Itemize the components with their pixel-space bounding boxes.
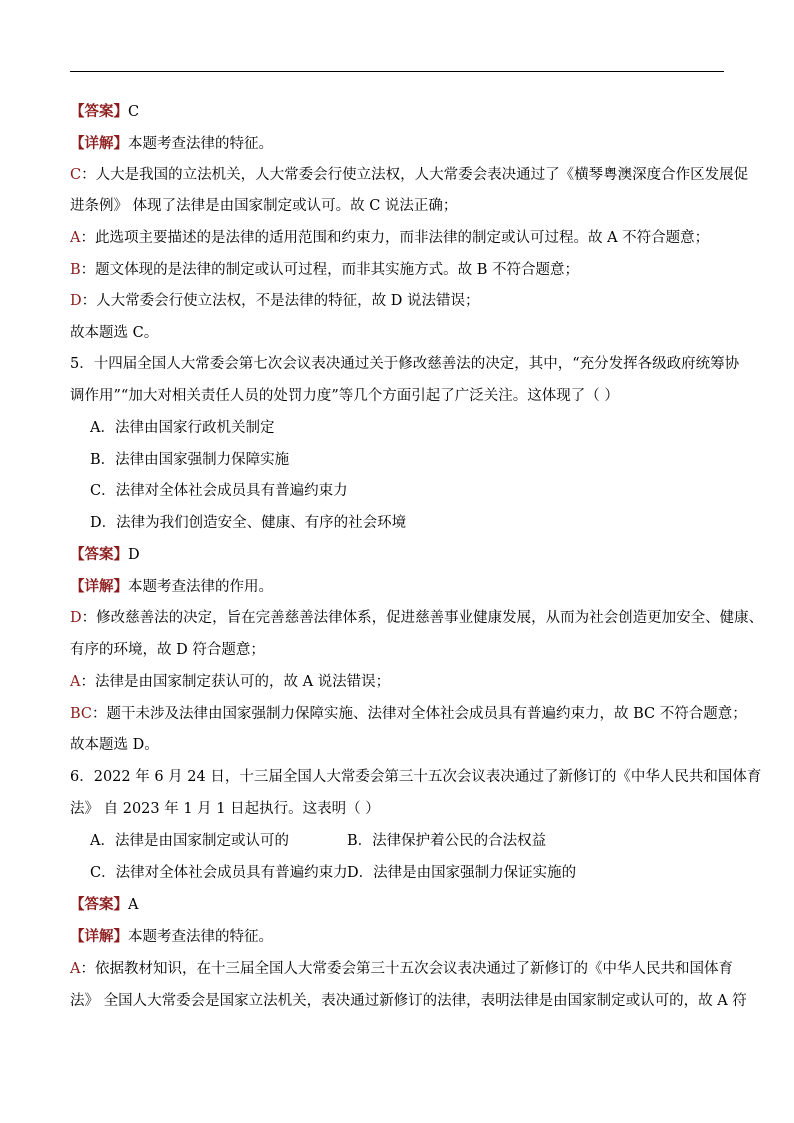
explanation-line: A：依据教材知识，在十三届全国人大常委会第三十五次会议表决通过了新修订的《中华人民共和国体育 [70, 961, 733, 977]
explanation-line: 故本题选 D。 [70, 737, 159, 753]
answer-value: C [128, 104, 140, 120]
header-rule [70, 71, 724, 72]
question-6-stem-cont: 法》 自 2023 年 1 月 1 日起执行。这表明（ ） [70, 801, 380, 817]
detail-line [70, 135, 273, 153]
answer-tag: 【答案】 [70, 896, 128, 913]
explanation-line: 法》 全国人大常委会是国家立法机关，表决通过新修订的法律，表明法律是由国家制定或认可的，故 A 符 [70, 993, 747, 1009]
answer-tag: 【答案】 [70, 103, 128, 120]
answer-line [70, 103, 139, 121]
explanation-line: B：题文体现的是法律的制定或认可过程，而非其实施方式。故 B 不符合题意； [70, 262, 580, 278]
detail-tag: 【详解】 [70, 928, 128, 945]
option-c: C．法律对全体社会成员具有普遍约束力 [90, 483, 348, 499]
explanation-line: BC：题干未涉及法律由国家强制力保障实施、法律对全体社会成员具有普遍约束力，故 BC 不符合题意； [70, 706, 747, 722]
detail-text: 本题考查法律的作用。 [128, 579, 273, 595]
answer-line [70, 896, 138, 914]
option-a: A．法律是由国家制定或认可的 [90, 833, 289, 849]
answer-value: A [128, 897, 139, 913]
option-d: D．法律为我们创造安全、健康、有序的社会环境 [90, 515, 407, 531]
detail-tag: 【详解】 [70, 578, 128, 595]
question-5-stem: 5．十四届全国人大常委会第七次会议表决通过关于修改慈善法的决定，其中，“充分发挥各级政府统筹协 [70, 356, 740, 372]
detail-text: 本题考查法律的特征。 [128, 136, 273, 152]
explanation-line: 有序的环境，故 D 符合题意； [70, 642, 265, 658]
option-d: D．法律是由国家强制力保证实施的 [347, 865, 577, 881]
answer-line [70, 546, 140, 564]
explanation-line: A：此选项主要描述的是法律的适用范围和约束力，而非法律的制定或认可过程。故 A 不符合题意； [70, 230, 710, 246]
explanation-line: D：人大常委会行使立法权，不是法律的特征，故 D 说法错误； [70, 293, 480, 309]
option-a: A．法律由国家行政机关制定 [90, 420, 275, 436]
explanation-line: C：人大是我国的立法机关，人大常委会行使立法权，人大常委会表决通过了《横琴粤澳深度合作区发展促 [70, 167, 749, 183]
explanation-line: 进条例》 体现了法律是由国家制定或认可。故 C 说法正确； [70, 198, 458, 214]
answer-value: D [128, 547, 140, 563]
detail-tag: 【详解】 [70, 135, 128, 152]
explanation-line: A：法律是由国家制定获认可的，故 A 说法错误； [70, 674, 391, 690]
option-b: B．法律保护着公民的合法权益 [347, 833, 547, 849]
detail-line [70, 578, 273, 596]
detail-text: 本题考查法律的特征。 [128, 929, 273, 945]
explanation-line: 故本题选 C。 [70, 325, 159, 341]
question-5-stem-cont: 调作用”“加大对相关责任人员的处罚力度”等几个方面引起了广泛关注。这体现了（ ） [70, 388, 619, 404]
answer-tag: 【答案】 [70, 546, 128, 563]
option-c: C．法律对全体社会成员具有普遍约束力 [90, 865, 348, 881]
explanation-line: D：修改慈善法的决定，旨在完善慈善法律体系，促进慈善事业健康发展，从而为社会创造更加安全、健康、 [70, 610, 764, 626]
detail-line [70, 928, 273, 946]
question-6-stem: 6．2022 年 6 月 24 日，十三届全国人大常委会第三十五次会议表决通过了新修订的《中华人民共和国体育 [70, 769, 762, 785]
option-b: B．法律由国家强制力保障实施 [90, 452, 290, 468]
